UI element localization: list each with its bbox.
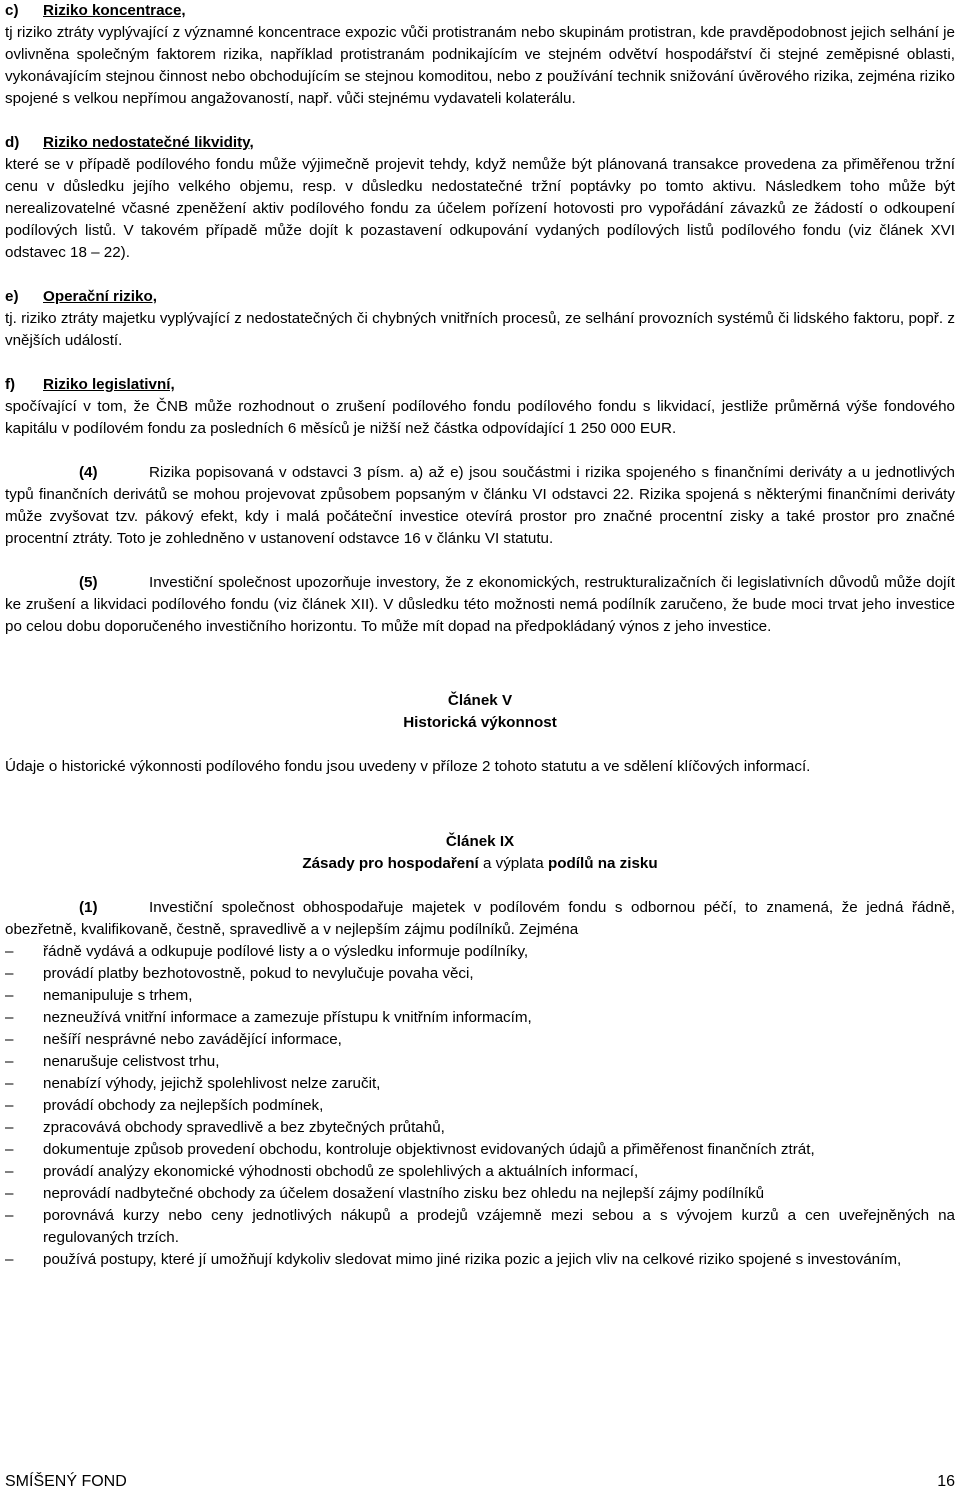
article-5-text: Údaje o historické výkonnosti podílového fondu jsou uvedeny v příloze 2 tohoto statutu a ve sdělení klíčových informací. bbox=[5, 758, 811, 775]
section-body: spočívající v tom, že ČNB může rozhodnout o zrušení podílového fondu podílového fondu s likvidací, jestliže průměrná výše fondového kapitálu v podílovém fondu za posledních 6 měsíců je nižší než částka odpovídající 1 250 000 EUR. bbox=[5, 398, 955, 437]
article-9-paragraph-1 bbox=[5, 897, 955, 941]
article-9-number: Článek IX bbox=[445, 833, 515, 850]
list-item bbox=[5, 1249, 955, 1271]
list-item bbox=[5, 963, 955, 985]
duties-list bbox=[5, 941, 955, 1271]
list-item bbox=[5, 1051, 955, 1073]
document-page bbox=[5, 0, 955, 1271]
section-label: d) bbox=[5, 134, 20, 151]
footer-fund-name: SMÍŠENÝ FOND bbox=[5, 1473, 127, 1490]
section-d bbox=[5, 132, 955, 264]
section-body: tj. riziko ztráty majetku vyplývající z nedostatečných či chybných vnitřních procesů, ze selhání provozních systémů či lidského faktoru, popř. z vnějších událostí. bbox=[5, 310, 955, 349]
list-item bbox=[5, 1161, 955, 1183]
list-item-text: nešíří nesprávné nebo zavádějící informace, bbox=[43, 1031, 342, 1048]
list-item bbox=[5, 1183, 955, 1205]
list-item-text: nenarušuje celistvost trhu, bbox=[43, 1053, 220, 1070]
dash-bullet: – bbox=[5, 1009, 14, 1026]
dash-bullet: – bbox=[5, 1251, 14, 1268]
section-label: f) bbox=[5, 376, 16, 393]
list-item bbox=[5, 1117, 955, 1139]
paragraph-text: Investiční společnost upozorňuje investory, že z ekonomických, restrukturalizačních či legislativních důvodů může dojít ke zrušení a likvidaci podílového fondu (viz článek XII). V důsledku této možnosti nemá podílník zaručeno, že bude moci trvat jeho investice po celou dobu doporučeného investičního horizontu. To může mít dopad na předpokládaný výnos z jeho investice. bbox=[5, 574, 955, 635]
list-item-text: provádí platby bezhotovostně, pokud to nevylučuje povaha věci, bbox=[43, 965, 474, 982]
dash-bullet: – bbox=[5, 1097, 14, 1114]
article-5-title: Historická výkonnost bbox=[403, 714, 557, 731]
list-item-text: nemanipuluje s trhem, bbox=[43, 987, 193, 1004]
section-body: tj riziko ztráty vyplývající z významné koncentrace expozic vůči protistranám nebo skupinám protistran, kde pravděpodobnost jejich selhání je ovlivněna společným faktorem rizika, například protistranám podnikajícím ve stejném odvětví hospodářství či stejné zeměpisné oblasti, vykonávajícím stejnou činnost nebo obchodujícím se stejnou komoditou, nebo z používání technik snižování úvěrového rizika, zejména riziko spojené s velkou nepřímou angažovaností, např. vůči stejnému vydavateli kolaterálu. bbox=[5, 24, 955, 107]
section-title: Operační riziko, bbox=[43, 288, 157, 305]
list-item bbox=[5, 1029, 955, 1051]
dash-bullet: – bbox=[5, 1031, 14, 1048]
dash-bullet: – bbox=[5, 1185, 14, 1202]
list-item bbox=[5, 985, 955, 1007]
section-title: Riziko legislativní, bbox=[43, 376, 175, 393]
dash-bullet: – bbox=[5, 965, 14, 982]
section-e bbox=[5, 286, 955, 352]
section-title: Riziko koncentrace, bbox=[43, 2, 186, 19]
list-item-text: neprovádí nadbytečné obchody za účelem dosažení vlastního zisku bez ohledu na nejlepší zájmy podílníků bbox=[43, 1185, 765, 1202]
dash-bullet: – bbox=[5, 1119, 14, 1136]
list-item-text: dokumentuje způsob provedení obchodu, kontroluje objektivnost evidovaných údajů a přiměřenost finančních ztrát, bbox=[43, 1141, 815, 1158]
list-item bbox=[5, 1007, 955, 1029]
section-label: c) bbox=[5, 2, 19, 19]
list-item-text: nenabízí výhody, jejichž spolehlivost nelze zaručit, bbox=[43, 1075, 381, 1092]
section-body: které se v případě podílového fondu může výjimečně projevit tehdy, když nemůže být plánovaná transakce provedena za přiměřenou tržní cenu v důsledku jejího velkého objemu, resp. v důsledku nedostatečné tržní poptávky po tomto aktivu. Následkem toho může být nerealizovatelné včasné zpeněžení aktiv podílového fondu za účelem pořízení hotovosti pro vypořádání závazků ze žádostí o odkoupení podílových listů. V takovém případě může dojít k pozastavení odkupování vydaných podílových listů podílového fondu (viz článek XVI odstavec 18 – 22). bbox=[5, 156, 955, 261]
list-item-text: používá postupy, které jí umožňují kdykoliv sledovat mimo jiné rizika pozic a jejich vliv na celkové riziko spojené s investováním, bbox=[43, 1251, 902, 1268]
dash-bullet: – bbox=[5, 1075, 14, 1092]
list-item bbox=[5, 1073, 955, 1095]
paragraph-text: Investiční společnost obhospodařuje majetek v podílovém fondu s odbornou péčí, to znamená, že jedná řádně, obezřetně, kvalifikovaně, čestně, spravedlivě a v nejlepším zájmu podílníků. Zejména bbox=[5, 899, 955, 938]
dash-bullet: – bbox=[5, 943, 14, 960]
paragraph-5 bbox=[5, 572, 955, 638]
paragraph-number: (4) bbox=[79, 464, 98, 481]
article-9-title: Zásady pro hospodaření a výplata podílů na zisku bbox=[302, 855, 658, 872]
section-f bbox=[5, 374, 955, 440]
article-5-number: Článek V bbox=[447, 692, 513, 709]
page-footer bbox=[5, 1471, 955, 1493]
list-item-text: provádí analýzy ekonomické výhodnosti obchodů ze spolehlivých a aktuálních informací, bbox=[43, 1163, 639, 1180]
dash-bullet: – bbox=[5, 1207, 14, 1224]
dash-bullet: – bbox=[5, 1141, 14, 1158]
list-item-text: zpracovává obchody spravedlivě a bez zbytečných průtahů, bbox=[43, 1119, 445, 1136]
list-item bbox=[5, 941, 955, 963]
section-c bbox=[5, 0, 955, 110]
dash-bullet: – bbox=[5, 987, 14, 1004]
list-item bbox=[5, 1205, 955, 1249]
section-label: e) bbox=[5, 288, 19, 305]
dash-bullet: – bbox=[5, 1163, 14, 1180]
section-title: Riziko nedostatečné likvidity, bbox=[43, 134, 254, 151]
list-item bbox=[5, 1095, 955, 1117]
dash-bullet: – bbox=[5, 1053, 14, 1070]
page-number: 16 bbox=[937, 1473, 955, 1490]
list-item-text: nezneužívá vnitřní informace a zamezuje přístupu k vnitřním informacím, bbox=[43, 1009, 532, 1026]
list-item bbox=[5, 1139, 955, 1161]
paragraph-text: Rizika popisovaná v odstavci 3 písm. a) až e) jsou součástmi i rizika spojeného s finančními deriváty a u jednotlivých typů finančních derivátů se mohou projevovat způsobem popsaným v článku VI odstavci 22. Rizika spojená s některými finančními deriváty může zvyšovat tzv. pákový efekt, kdy i malá počáteční investice otevírá prostor pro značné procentní zisky a také prostor pro značné procentní ztráty. Toto je zohledněno v ustanovení odstavce 16 v článku VI statutu. bbox=[5, 464, 955, 547]
paragraph-number: (5) bbox=[79, 574, 98, 591]
list-item-text: řádně vydává a odkupuje podílové listy a o výsledku informuje podílníky, bbox=[43, 943, 529, 960]
paragraph-number: (1) bbox=[79, 899, 98, 916]
list-item-text: porovnává kurzy nebo ceny jednotlivých nákupů a prodejů vzájemně mezi sebou a s vývojem kurzů a cen uveřejněných na regulovaných trzích. bbox=[43, 1207, 955, 1246]
list-item-text: provádí obchody za nejlepších podmínek, bbox=[43, 1097, 324, 1114]
paragraph-4 bbox=[5, 462, 955, 550]
